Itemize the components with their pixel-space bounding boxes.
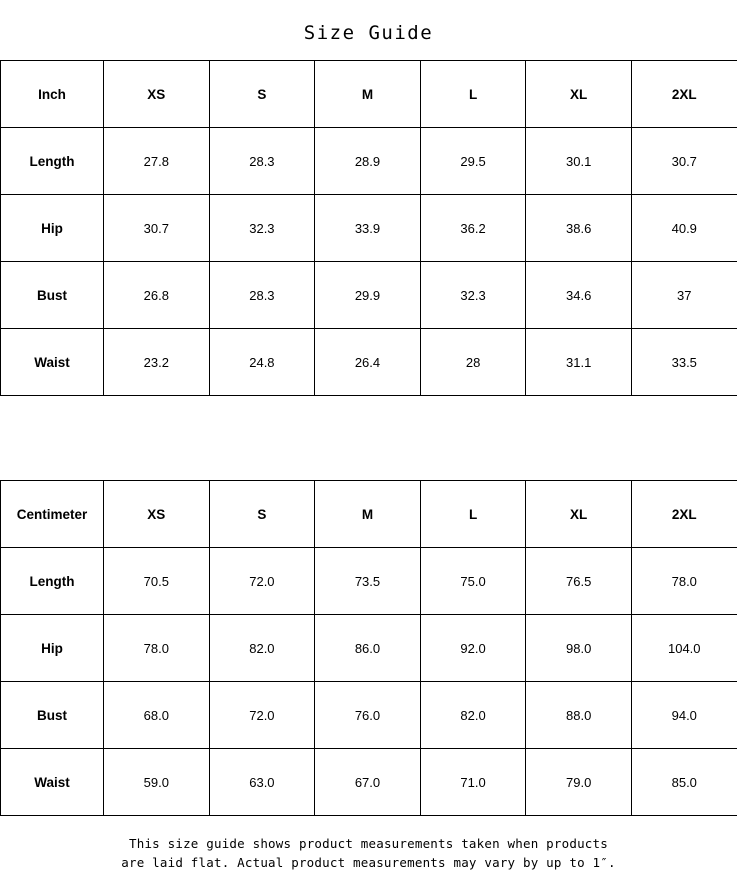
cell-value: 30.7: [631, 128, 737, 195]
cell-value: 27.8: [104, 128, 210, 195]
size-table-centimeter: [0, 480, 737, 816]
cell-value: 32.3: [209, 195, 315, 262]
cell-value: 30.1: [526, 128, 632, 195]
unit-label-inch: Inch: [1, 61, 104, 128]
cell-value: 24.8: [209, 329, 315, 396]
cell-value: 31.1: [526, 329, 632, 396]
cell-value: 82.0: [420, 682, 526, 749]
cell-value: 40.9: [631, 195, 737, 262]
cell-value: 32.3: [420, 262, 526, 329]
unit-label-centimeter: Centimeter: [1, 481, 104, 548]
column-header-xl: XL: [526, 61, 632, 128]
cell-value: 29.9: [315, 262, 421, 329]
cell-value: 82.0: [209, 615, 315, 682]
cell-value: 70.5: [104, 548, 210, 615]
cell-value: 73.5: [315, 548, 421, 615]
cell-value: 71.0: [420, 749, 526, 816]
table-row: [1, 262, 737, 329]
cell-value: 59.0: [104, 749, 210, 816]
cell-value: 30.7: [104, 195, 210, 262]
row-label-hip: Hip: [1, 195, 104, 262]
cell-value: 28.3: [209, 128, 315, 195]
table-row: [1, 682, 737, 749]
cell-value: 28.9: [315, 128, 421, 195]
column-header-m: M: [315, 61, 421, 128]
row-label-waist: Waist: [1, 749, 104, 816]
column-header-s: S: [209, 481, 315, 548]
table-row: [1, 615, 737, 682]
cell-value: 88.0: [526, 682, 632, 749]
footnote-line-2: are laid flat. Actual product measurements may vary by up to 1″.: [0, 853, 737, 872]
table-row: [1, 195, 737, 262]
column-header-2xl: 2XL: [631, 61, 737, 128]
footnote: [0, 816, 737, 872]
table-row: [1, 128, 737, 195]
row-label-bust: Bust: [1, 682, 104, 749]
table-spacer: [0, 396, 737, 480]
cell-value: 98.0: [526, 615, 632, 682]
column-header-xs: XS: [104, 481, 210, 548]
column-header-m: M: [315, 481, 421, 548]
table-header-row: [1, 481, 737, 548]
cell-value: 104.0: [631, 615, 737, 682]
cell-value: 29.5: [420, 128, 526, 195]
cell-value: 36.2: [420, 195, 526, 262]
page-title: Size Guide: [0, 0, 737, 60]
row-label-bust: Bust: [1, 262, 104, 329]
column-header-2xl: 2XL: [631, 481, 737, 548]
column-header-l: L: [420, 61, 526, 128]
cell-value: 94.0: [631, 682, 737, 749]
row-label-waist: Waist: [1, 329, 104, 396]
cell-value: 75.0: [420, 548, 526, 615]
cell-value: 67.0: [315, 749, 421, 816]
cell-value: 26.8: [104, 262, 210, 329]
cell-value: 76.0: [315, 682, 421, 749]
column-header-xs: XS: [104, 61, 210, 128]
cell-value: 26.4: [315, 329, 421, 396]
cell-value: 28: [420, 329, 526, 396]
size-table-inch: [0, 60, 737, 396]
cell-value: 63.0: [209, 749, 315, 816]
cell-value: 78.0: [631, 548, 737, 615]
cell-value: 37: [631, 262, 737, 329]
row-label-length: Length: [1, 128, 104, 195]
cell-value: 28.3: [209, 262, 315, 329]
table-row: [1, 329, 737, 396]
cell-value: 33.9: [315, 195, 421, 262]
cell-value: 86.0: [315, 615, 421, 682]
column-header-xl: XL: [526, 481, 632, 548]
cell-value: 85.0: [631, 749, 737, 816]
cell-value: 68.0: [104, 682, 210, 749]
column-header-l: L: [420, 481, 526, 548]
cell-value: 78.0: [104, 615, 210, 682]
row-label-length: Length: [1, 548, 104, 615]
table-row: [1, 749, 737, 816]
row-label-hip: Hip: [1, 615, 104, 682]
cell-value: 72.0: [209, 548, 315, 615]
footnote-line-1: This size guide shows product measurements taken when products: [0, 834, 737, 853]
table-header-row: [1, 61, 737, 128]
cell-value: 34.6: [526, 262, 632, 329]
table-row: [1, 548, 737, 615]
column-header-s: S: [209, 61, 315, 128]
cell-value: 76.5: [526, 548, 632, 615]
cell-value: 33.5: [631, 329, 737, 396]
cell-value: 38.6: [526, 195, 632, 262]
cell-value: 72.0: [209, 682, 315, 749]
cell-value: 23.2: [104, 329, 210, 396]
cell-value: 92.0: [420, 615, 526, 682]
cell-value: 79.0: [526, 749, 632, 816]
